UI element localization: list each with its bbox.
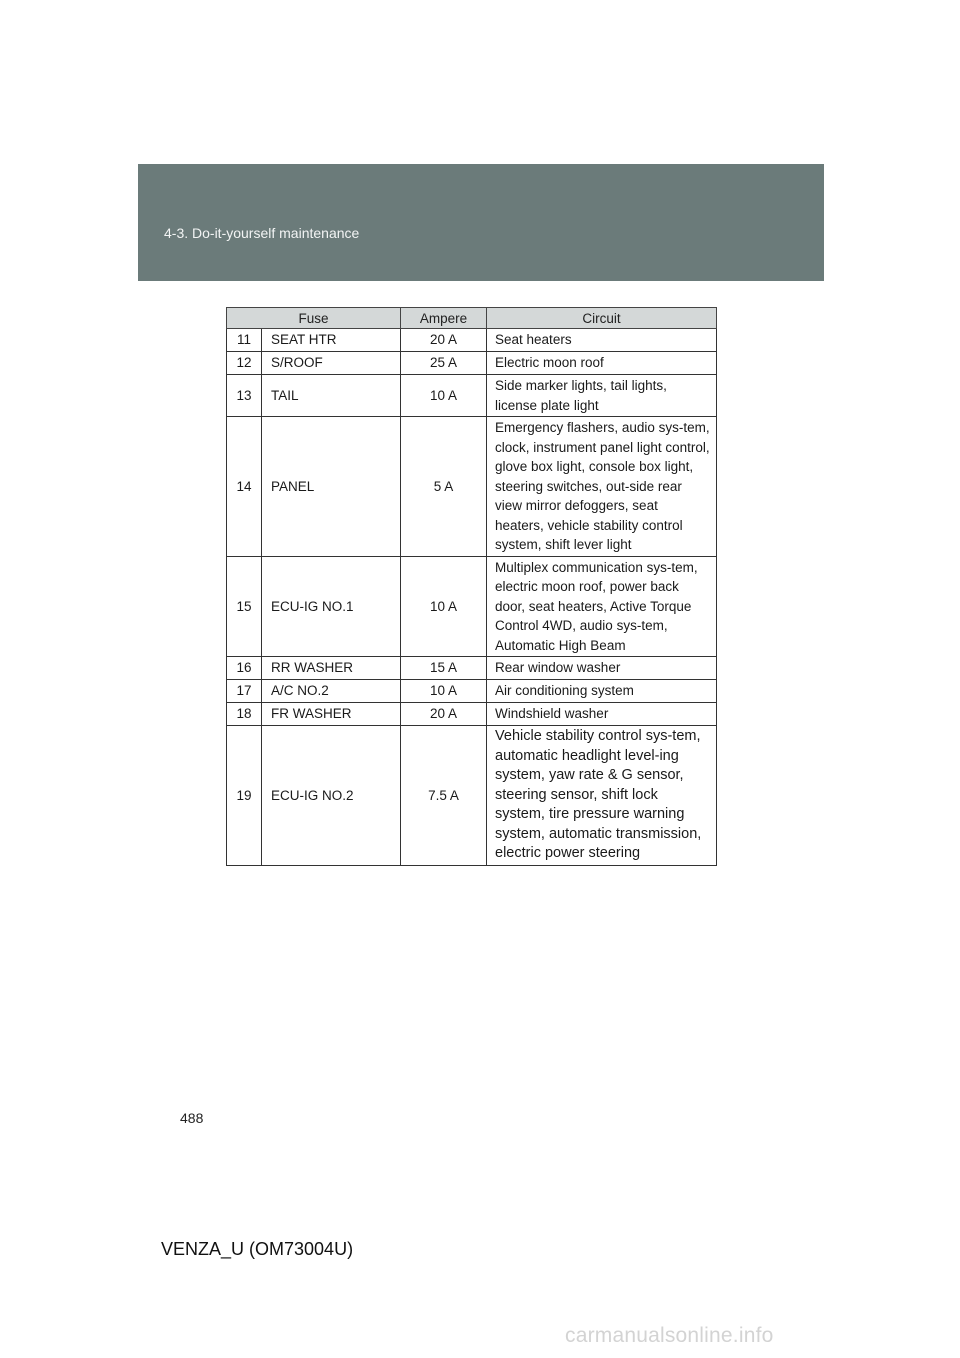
watermark: carmanualsonline.info [565,1324,774,1347]
table-header-row [227,308,717,329]
fuse-number: 11 [227,329,262,352]
fuse-ampere: 15 A [401,657,487,680]
table-row [227,703,717,726]
fuse-circuit: Rear window washer [487,657,717,680]
fuse-name: A/C NO.2 [262,680,401,703]
fuse-name: S/ROOF [262,352,401,375]
fuse-number: 16 [227,657,262,680]
fuse-circuit: Vehicle stability control sys-tem, automatic headlight level-ing system, yaw rate & G sensor, steering sensor, shift lock system, tire pressure warning system, automatic transmission, electric power steering [487,726,717,866]
fuse-circuit: Windshield washer [487,703,717,726]
fuse-number: 17 [227,680,262,703]
table-row [227,375,717,417]
fuse-name: TAIL [262,375,401,417]
section-header-band [138,164,824,281]
header-ampere: Ampere [401,308,487,329]
fuse-ampere: 10 A [401,680,487,703]
table-row [227,657,717,680]
section-title: 4-3. Do-it-yourself maintenance [164,225,360,241]
fuse-ampere: 25 A [401,352,487,375]
table-row [227,726,717,866]
fuse-number: 19 [227,726,262,866]
fuse-number: 13 [227,375,262,417]
fuse-number: 14 [227,417,262,557]
table-row [227,417,717,557]
fuse-table [226,307,717,866]
page-number: 488 [180,1110,204,1126]
table-row [227,556,717,657]
fuse-circuit: Multiplex communication sys-tem, electric moon roof, power back door, seat heaters, Active Torque Control 4WD, audio sys-tem, Automatic High Beam [487,556,717,657]
fuse-name: PANEL [262,417,401,557]
fuse-ampere: 20 A [401,703,487,726]
fuse-circuit: Seat heaters [487,329,717,352]
fuse-number: 18 [227,703,262,726]
fuse-name: RR WASHER [262,657,401,680]
header-fuse: Fuse [227,308,401,329]
table-row [227,352,717,375]
manual-model-code: VENZA_U (OM73004U) [161,1239,354,1259]
fuse-circuit: Emergency flashers, audio sys-tem, clock, instrument panel light control, glove box light, console box light, steering switches, out-side rear view mirror defoggers, seat heaters, vehicle stability control system, shift lever light [487,417,717,557]
fuse-circuit: Side marker lights, tail lights, license plate light [487,375,717,417]
fuse-name: ECU-IG NO.1 [262,556,401,657]
table-row [227,329,717,352]
fuse-ampere: 20 A [401,329,487,352]
fuse-name: ECU-IG NO.2 [262,726,401,866]
header-circuit: Circuit [487,308,717,329]
fuse-ampere: 5 A [401,417,487,557]
fuse-ampere: 10 A [401,556,487,657]
fuse-circuit: Electric moon roof [487,352,717,375]
table-row [227,680,717,703]
fuse-circuit: Air conditioning system [487,680,717,703]
fuse-ampere: 7.5 A [401,726,487,866]
fuse-name: FR WASHER [262,703,401,726]
fuse-ampere: 10 A [401,375,487,417]
fuse-name: SEAT HTR [262,329,401,352]
fuse-number: 15 [227,556,262,657]
fuse-number: 12 [227,352,262,375]
